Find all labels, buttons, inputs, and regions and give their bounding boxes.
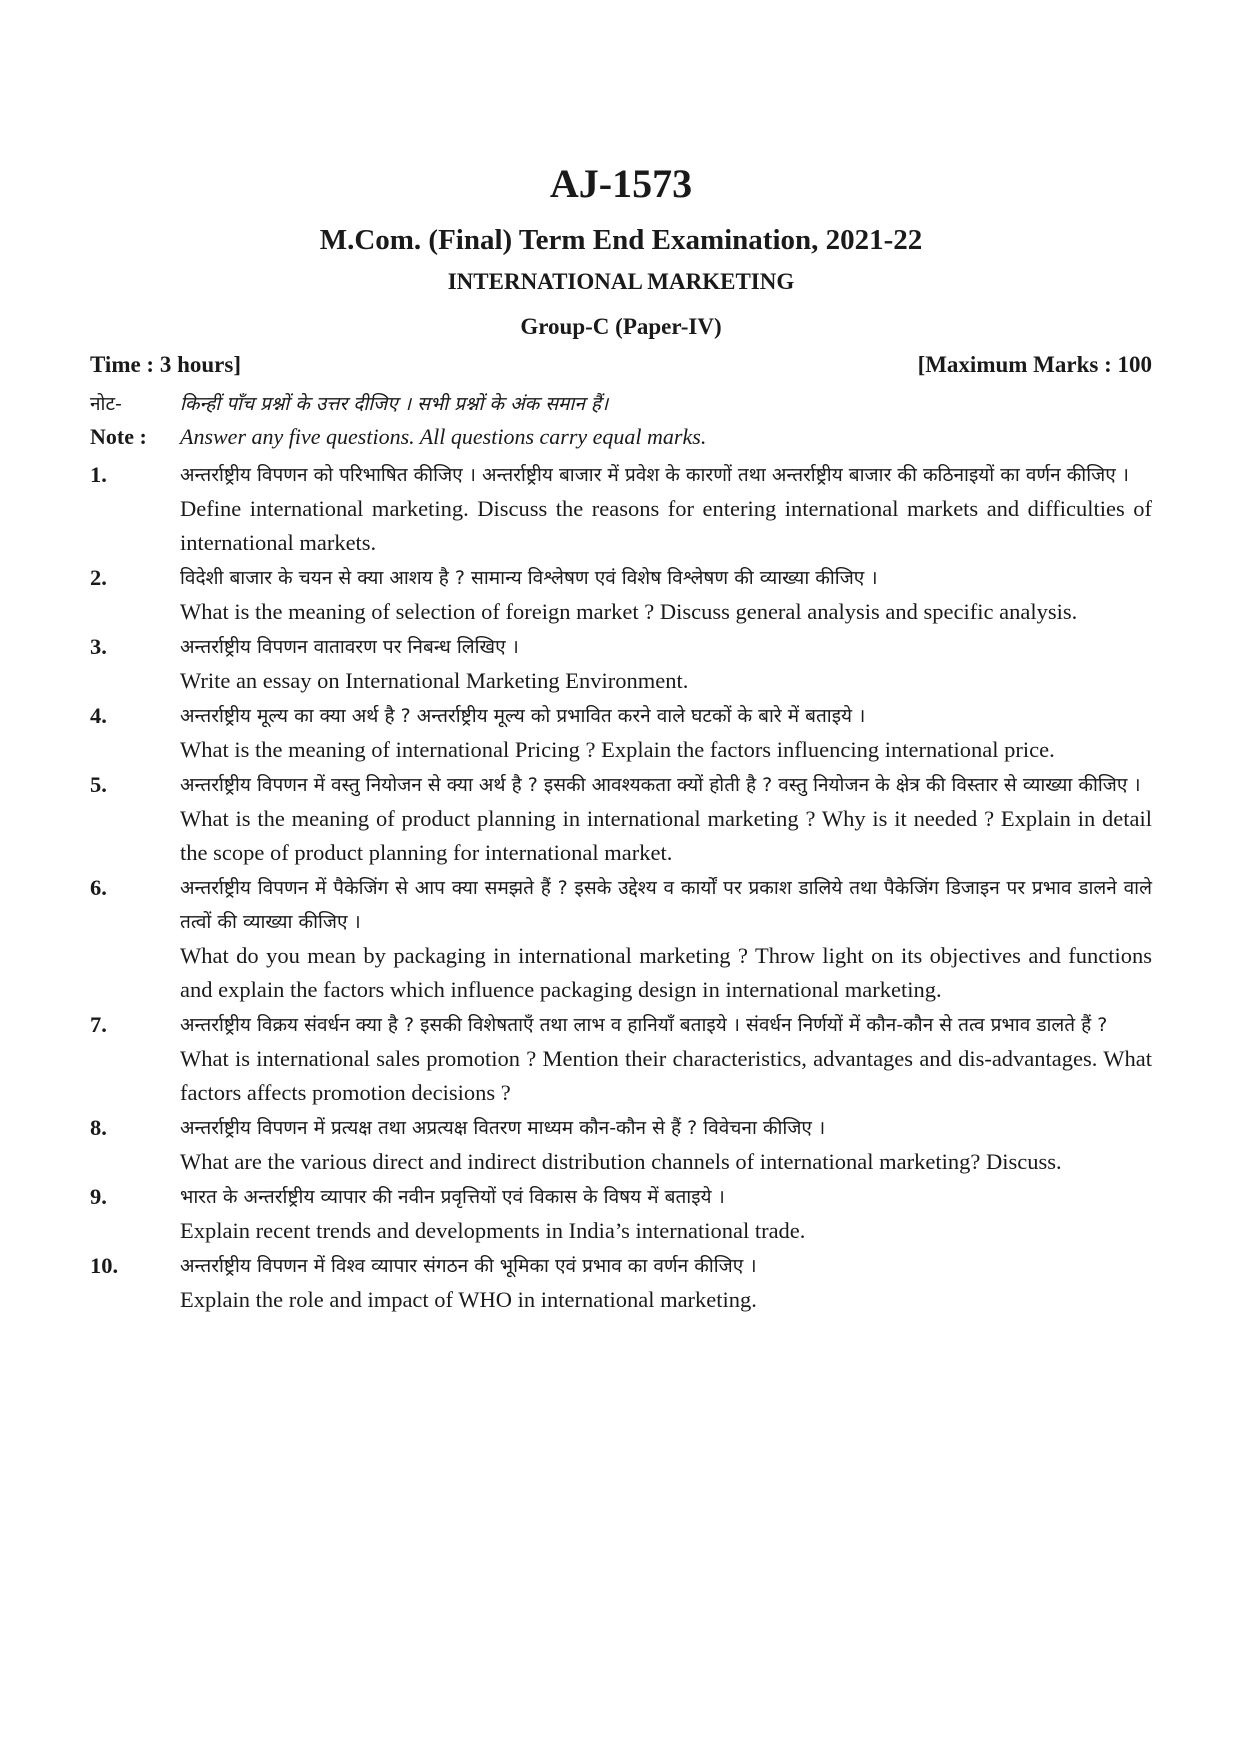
english-note-label: Note : — [90, 424, 147, 449]
question-number: 10. — [90, 1253, 119, 1278]
question-number: 2. — [90, 565, 107, 590]
question-hindi: अन्तर्राष्ट्रीय विक्रय संवर्धन क्या है ? इसकी विशेषताएँ तथा लाभ व हानियाँ बताइये । संवर्धन निर्णयों में कौन-कौन से तत्व प्रभाव डालते हैं ? — [180, 1014, 1108, 1036]
question-number: 6. — [90, 875, 107, 900]
question-english: What is the meaning of international Pricing ? Explain the factors influencing international price. — [180, 737, 1055, 762]
question-number: 9. — [90, 1184, 107, 1209]
question-english: Explain recent trends and developments in India’s international trade. — [180, 1218, 806, 1243]
question-hindi: अन्तर्राष्ट्रीय विपणन को परिभाषित कीजिए । अन्तर्राष्ट्रीय बाजार में प्रवेश के कारणों तथा अन्तर्राष्ट्रीय बाजार की कठिनाइयों का वर्णन कीजिए । — [180, 464, 1129, 486]
exam-title: M.Com. (Final) Term End Examination, 2021-22 — [319, 224, 923, 256]
question-english: What is international sales promotion ? Mention their characteristics, advantages and dis-advantages. What factors affects promotion decisions ? — [180, 1046, 1152, 1105]
question-item — [90, 561, 1152, 629]
question-number: 1. — [90, 462, 107, 487]
hindi-note-text: किन्हीं पाँच प्रश्नों के उत्तर दीजिए । सभी प्रश्नों के अंक समान हैं। — [180, 393, 609, 415]
question-english: Define international marketing. Discuss the reasons for entering international markets and difficulties of international markets. — [180, 496, 1152, 555]
english-note-text: Answer any five questions. All questions carry equal marks. — [180, 424, 707, 449]
question-hindi: अन्तर्राष्ट्रीय विपणन वातावरण पर निबन्ध लिखिए । — [180, 636, 519, 658]
question-item — [90, 1008, 1152, 1110]
question-english: What do you mean by packaging in international marketing ? Throw light on its objectives and functions and explain the factors which influence packaging design in international marketing. — [180, 943, 1152, 1002]
paper-code: AJ-1573 — [549, 161, 693, 206]
question-english: Explain the role and impact of WHO in international marketing. — [180, 1287, 757, 1312]
question-hindi: अन्तर्राष्ट्रीय विपणन में विश्व व्यापार संगठन की भूमिका एवं प्रभाव का वर्णन कीजिए । — [180, 1255, 757, 1277]
hindi-note-label: नोट- — [90, 393, 122, 415]
question-number: 3. — [90, 634, 107, 659]
question-english: What are the various direct and indirect distribution channels of international marketing? Discuss. — [180, 1149, 1062, 1174]
question-english: Write an essay on International Marketing Environment. — [180, 668, 689, 693]
time-allowed: Time : 3 hours] — [90, 352, 241, 377]
time-marks-row — [90, 352, 1152, 378]
question-hindi: अन्तर्राष्ट्रीय विपणन में वस्तु नियोजन से क्या अर्थ है ? इसकी आवश्यकता क्यों होती है ? वस्तु नियोजन के क्षेत्र की विस्तार से व्याख्या कीजिए । — [180, 774, 1141, 796]
question-item — [90, 1111, 1152, 1179]
question-item — [90, 630, 1152, 698]
question-item — [90, 699, 1152, 767]
subject-title: INTERNATIONAL MARKETING — [447, 269, 795, 294]
question-english: What is the meaning of product planning in international marketing ? Why is it needed ? Explain in detail the scope of product planning for international market. — [180, 806, 1152, 865]
question-hindi: अन्तर्राष्ट्रीय मूल्य का क्या अर्थ है ? अन्तर्राष्ट्रीय मूल्य को प्रभावित करने वाले घटकों के बारे में बताइये । — [180, 705, 866, 727]
question-english: What is the meaning of selection of foreign market ? Discuss general analysis and specific analysis. — [180, 599, 1078, 624]
english-note — [90, 424, 706, 450]
question-item — [90, 458, 1152, 560]
question-number: 8. — [90, 1115, 107, 1140]
question-item — [90, 871, 1152, 1007]
question-hindi: भारत के अन्तर्राष्ट्रीय व्यापार की नवीन प्रवृत्तियों एवं विकास के विषय में बताइये । — [180, 1186, 725, 1208]
group-paper: Group-C (Paper-IV) — [520, 314, 722, 339]
question-hindi: विदेशी बाजार के चयन से क्या आशय है ? सामान्य विश्लेषण एवं विशेष विश्लेषण की व्याख्या कीजिए । — [180, 567, 878, 589]
maximum-marks: [Maximum Marks : 100 — [917, 352, 1152, 377]
hindi-note — [90, 390, 608, 416]
question-item — [90, 1249, 1152, 1317]
question-number: 4. — [90, 703, 107, 728]
question-number: 7. — [90, 1012, 107, 1037]
question-hindi: अन्तर्राष्ट्रीय विपणन में पैकेजिंग से आप क्या समझते हैं ? इसके उद्देश्य व कार्यों पर प्रकाश डालिये तथा पैकेजिंग डिजाइन पर प्रभाव डालने वाले तत्वों की व्याख्या कीजिए । — [180, 877, 1152, 933]
question-item — [90, 1180, 1152, 1248]
question-number: 5. — [90, 772, 107, 797]
questions-list — [90, 458, 1152, 1318]
question-hindi: अन्तर्राष्ट्रीय विपणन में प्रत्यक्ष तथा अप्रत्यक्ष वितरण माध्यम कौन-कौन से हैं ? विवेचना कीजिए । — [180, 1117, 826, 1139]
question-item — [90, 768, 1152, 870]
